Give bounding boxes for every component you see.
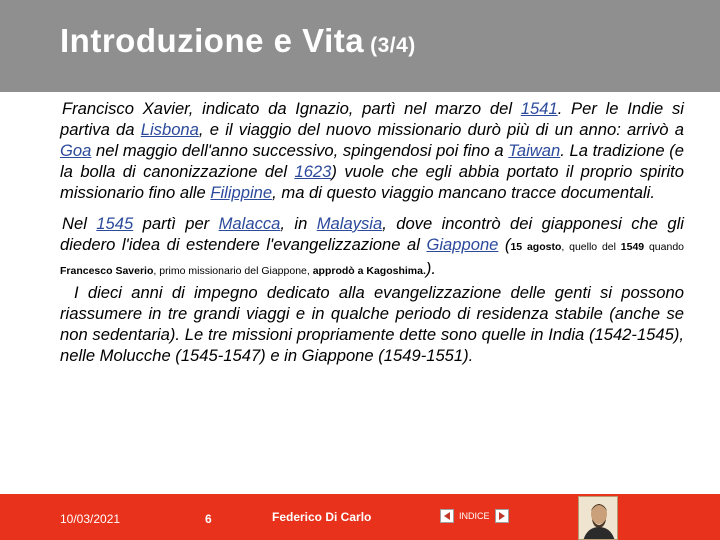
wiki-link[interactable]: Taiwan xyxy=(508,141,561,160)
text-run: Francisco Xavier, indicato da Ignazio, partì nel marzo del xyxy=(62,99,521,118)
portrait-image xyxy=(578,496,618,540)
text-run: . La tradizione (e la bolla di canonizzazione del xyxy=(60,141,684,181)
arrow-right-icon xyxy=(497,511,507,521)
footnote-run: 1549 xyxy=(620,241,645,253)
wiki-link[interactable]: Goa xyxy=(60,141,92,160)
closing-paren: ). xyxy=(425,259,437,278)
slide-header xyxy=(0,0,720,92)
wiki-link[interactable]: 1545 xyxy=(96,214,134,233)
wiki-link[interactable]: Giappone xyxy=(426,235,499,254)
wiki-link[interactable]: Lisbona xyxy=(140,120,199,139)
text-run: ( xyxy=(498,235,511,254)
wiki-link[interactable]: Malaysia xyxy=(316,214,383,233)
page-number: 6 xyxy=(205,512,212,526)
navigation-bar xyxy=(440,508,509,524)
paragraph-2 xyxy=(60,213,684,282)
text-run: , in xyxy=(280,214,317,233)
footer-date: 10/03/2021 xyxy=(60,512,121,526)
footnote-run: , quello del xyxy=(561,241,621,253)
wiki-link[interactable]: 1623 xyxy=(294,162,332,181)
text-run: ) vuole che egli abbia portato il proprio spirito missionario fino alle xyxy=(60,162,684,202)
next-slide-button[interactable] xyxy=(495,509,509,523)
text-run: , dove incontrò dei giapponesi che gli diedero l'idea di estendere l'evangelizzazione al xyxy=(60,214,684,254)
saint-portrait-icon xyxy=(579,497,618,540)
text-run: , ma di questo viaggio mancano tracce documentali. xyxy=(272,183,655,202)
paragraph-1 xyxy=(60,98,684,203)
text-run: . Per le Indie si partiva da xyxy=(60,99,684,139)
footnote-run: 15 agosto xyxy=(510,241,562,253)
text-run: Nel xyxy=(62,214,97,233)
arrow-left-icon xyxy=(442,511,452,521)
footnote-run: quando xyxy=(644,241,684,253)
text-run: nel maggio dell'anno successivo, spingendosi poi fino a xyxy=(91,141,509,160)
title-text: Introduzione e Vita xyxy=(60,22,365,59)
paragraph-3: I dieci anni di impegno dedicato alla evangelizzazione delle genti si possono riassumere in tre grandi viaggi e in qualche periodo di residenza stabile (anche se non sedentaria). Le tre missioni propriamente dette sono quelle in India (1542-1545), nelle Molucche (1545-1547) e in Giappone (1549-1551). xyxy=(60,283,684,365)
footnote-run: , primo missionario del Giappone, xyxy=(153,265,313,277)
wiki-link[interactable]: Filippine xyxy=(210,183,273,202)
text-run: , e il viaggio del nuovo missionario durò più di un anno: arrivò a xyxy=(198,120,685,139)
previous-slide-button[interactable] xyxy=(440,509,454,523)
title-page-indicator: (3/4) xyxy=(370,34,416,57)
slide-body xyxy=(60,98,684,366)
footnote-run: Francesco Saverio xyxy=(60,265,154,277)
wiki-link[interactable]: Malacca xyxy=(218,214,281,233)
index-link[interactable]: INDICE xyxy=(459,511,490,521)
text-run: partì per xyxy=(133,214,219,233)
footnote-run: approdò a Kagoshima. xyxy=(312,265,426,277)
slide-title xyxy=(60,22,416,60)
footer-author: Federico Di Carlo xyxy=(272,510,372,524)
wiki-link[interactable]: 1541 xyxy=(520,99,558,118)
